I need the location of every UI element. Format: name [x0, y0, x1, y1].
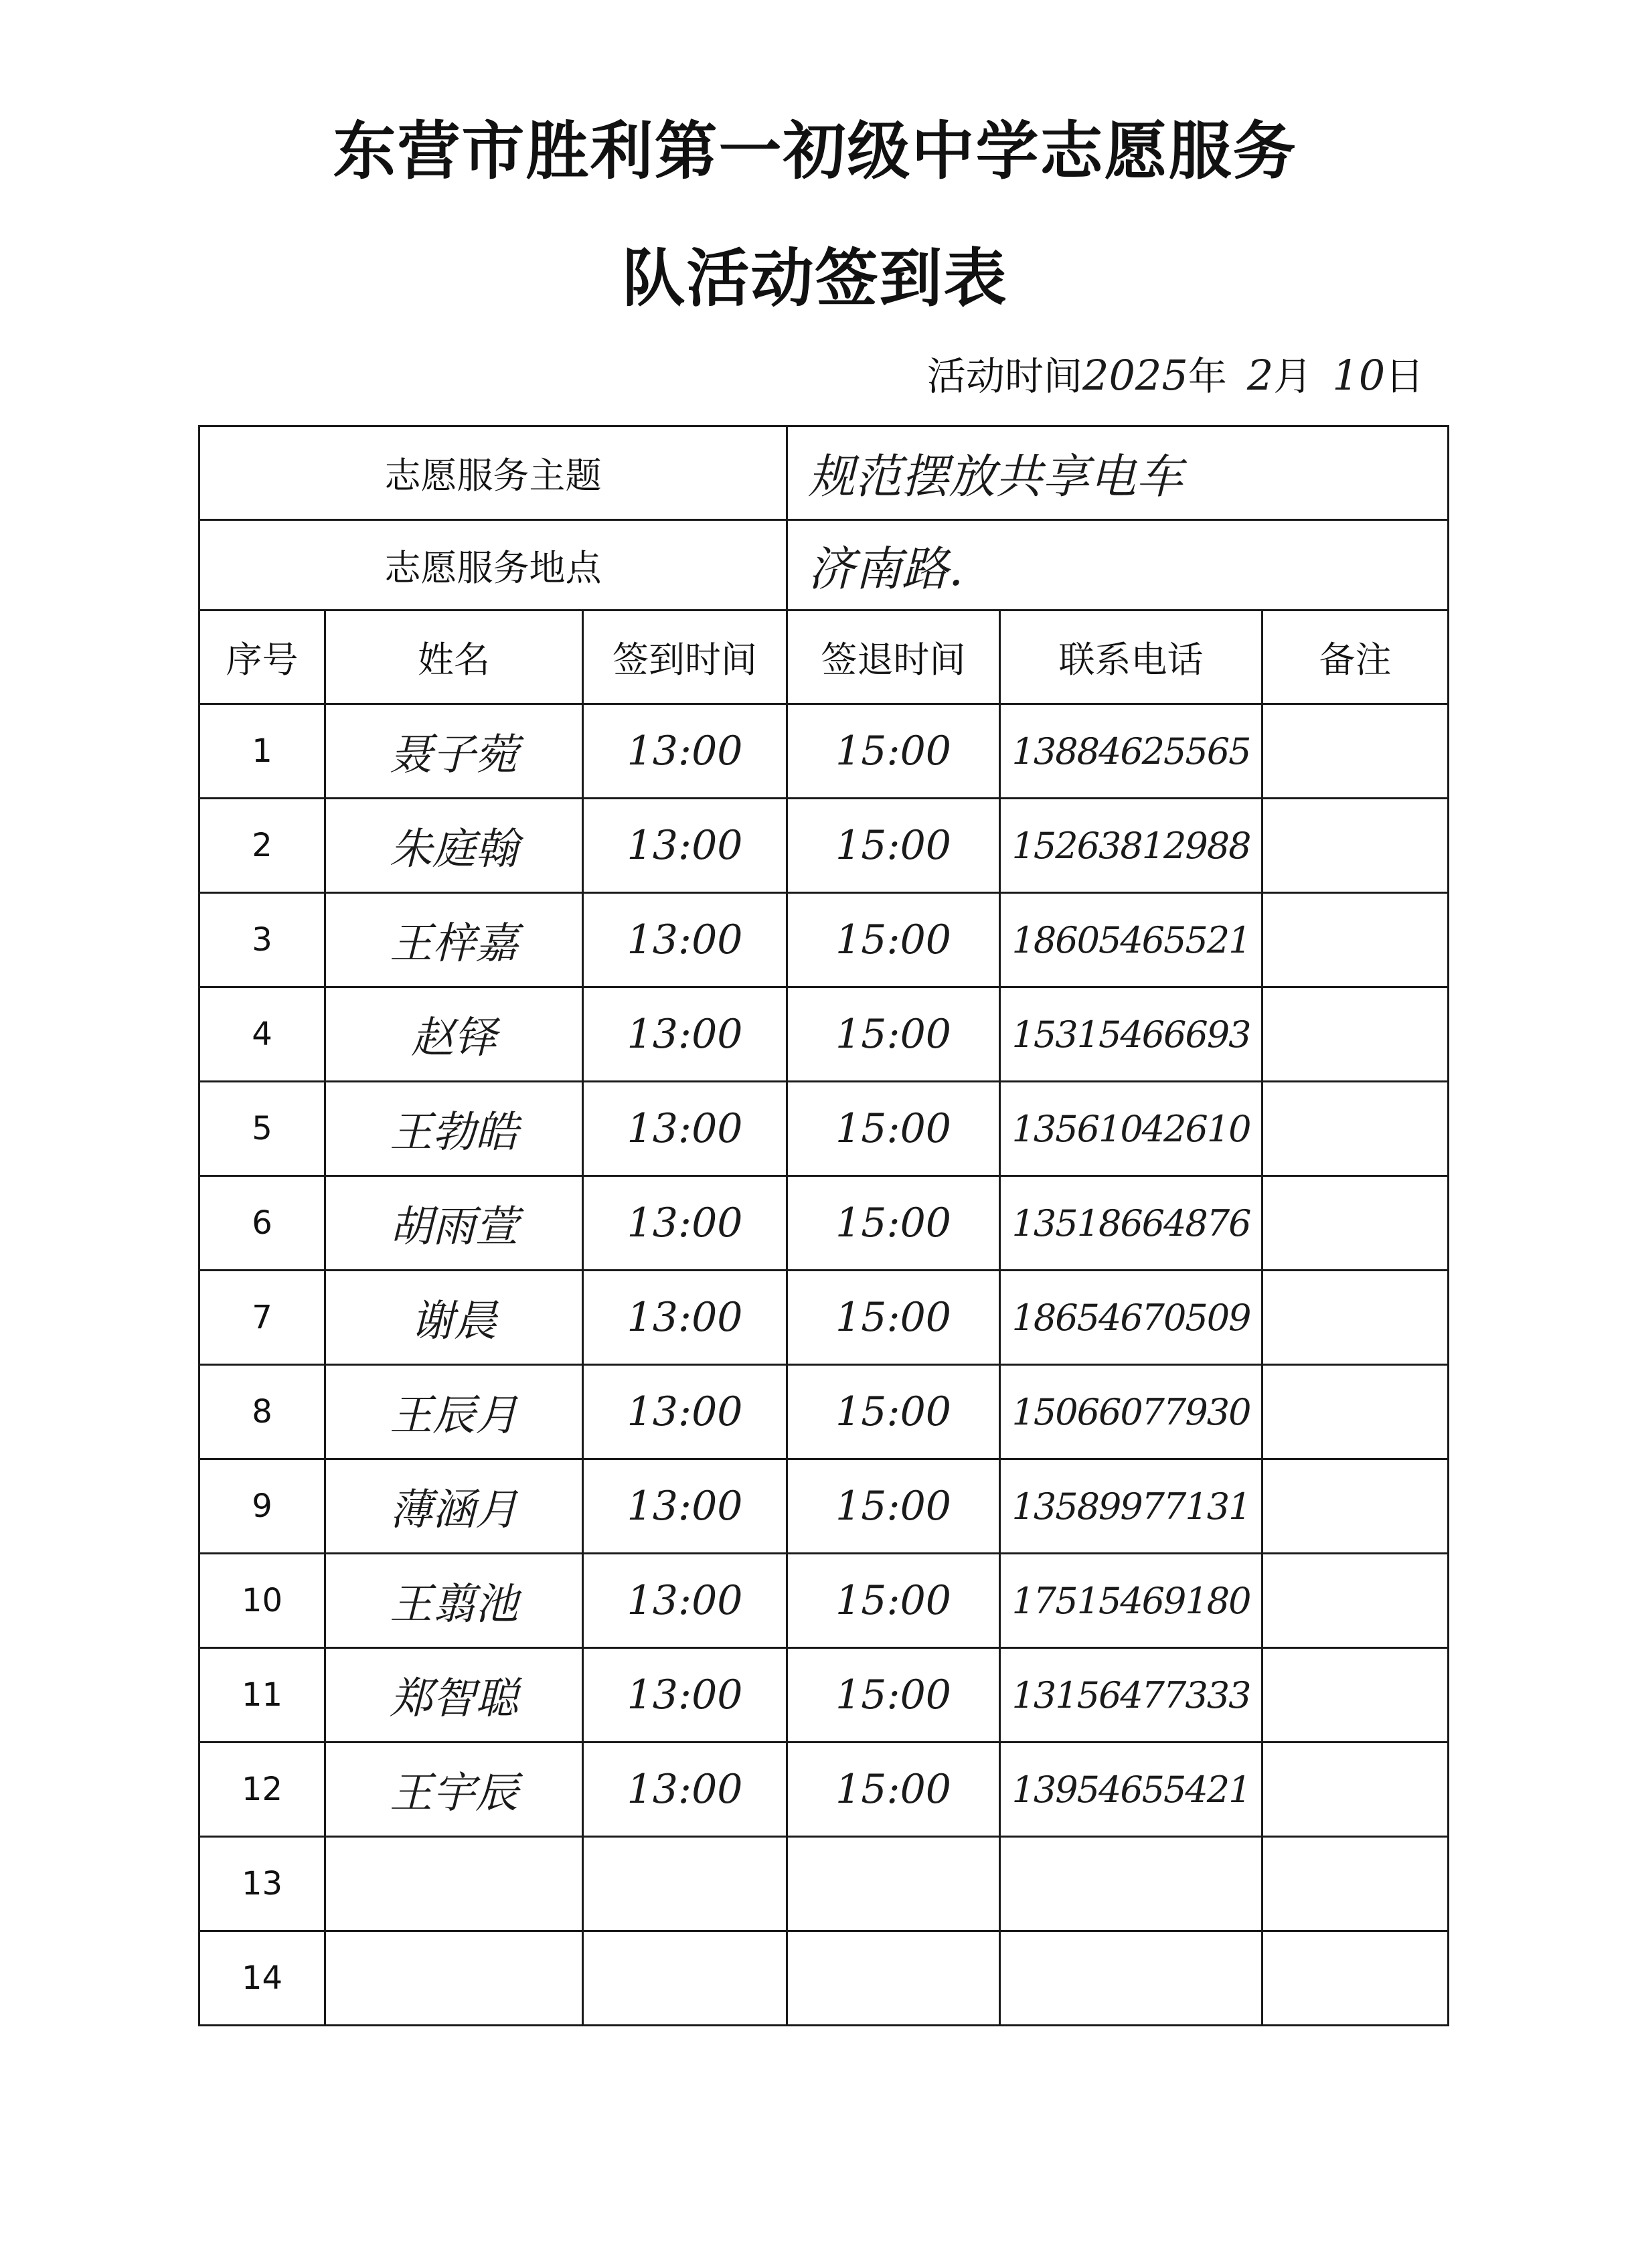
row-name: 胡雨萱 — [325, 1176, 583, 1271]
row-phone: 18654670509 — [1000, 1271, 1262, 1365]
row-phone: 15263812988 — [1000, 799, 1262, 893]
row-seq: 12 — [199, 1743, 325, 1837]
row-sign-out-time: 15:00 — [787, 1271, 1000, 1365]
theme-row — [199, 426, 1449, 520]
theme-value: 规范摆放共享电车 — [787, 426, 1449, 520]
row-phone — [1000, 1931, 1262, 2026]
activity-date-label: 活动时间 — [927, 353, 1083, 399]
table-row — [199, 1837, 1449, 1931]
row-sign-in-time: 13:00 — [583, 893, 787, 987]
row-seq: 9 — [199, 1459, 325, 1554]
row-note — [1262, 704, 1449, 799]
row-note — [1262, 1271, 1449, 1365]
header-row — [199, 611, 1449, 704]
row-phone: 18605465521 — [1000, 893, 1262, 987]
table-row — [199, 1554, 1449, 1648]
activity-date-day-unit: 日 — [1385, 353, 1424, 399]
row-phone: 13156477333 — [1000, 1648, 1262, 1743]
table-row — [199, 1648, 1449, 1743]
row-sign-in-time: 13:00 — [583, 704, 787, 799]
table-row — [199, 1082, 1449, 1176]
row-name: 聂子菀 — [325, 704, 583, 799]
row-name: 王勃皓 — [325, 1082, 583, 1176]
table-row — [199, 1176, 1449, 1271]
row-name — [325, 1931, 583, 2026]
row-sign-out-time: 15:00 — [787, 987, 1000, 1082]
table-row — [199, 704, 1449, 799]
row-sign-in-time: 13:00 — [583, 1365, 787, 1459]
row-name: 朱庭翰 — [325, 799, 583, 893]
row-seq: 2 — [199, 799, 325, 893]
row-note — [1262, 987, 1449, 1082]
activity-date-day: 10 — [1332, 351, 1386, 400]
row-name — [325, 1837, 583, 1931]
row-seq: 1 — [199, 704, 325, 799]
location-label: 志愿服务地点 — [199, 520, 787, 611]
sign-in-table — [198, 425, 1449, 2026]
row-name: 王梓嘉 — [325, 893, 583, 987]
row-phone — [1000, 1837, 1262, 1931]
row-name: 赵铎 — [325, 987, 583, 1082]
row-name: 王辰月 — [325, 1365, 583, 1459]
row-seq: 13 — [199, 1837, 325, 1931]
row-phone: 17515469180 — [1000, 1554, 1262, 1648]
row-sign-out-time: 15:00 — [787, 1365, 1000, 1459]
table-row — [199, 1931, 1449, 2026]
row-sign-out-time: 15:00 — [787, 704, 1000, 799]
row-note — [1262, 1837, 1449, 1931]
row-sign-out-time: 15:00 — [787, 1743, 1000, 1837]
row-sign-out-time: 15:00 — [787, 1176, 1000, 1271]
row-sign-out-time: 15:00 — [787, 1554, 1000, 1648]
row-sign-out-time: 15:00 — [787, 893, 1000, 987]
row-sign-out-time: 15:00 — [787, 1459, 1000, 1554]
row-phone: 13561042610 — [1000, 1082, 1262, 1176]
row-seq: 3 — [199, 893, 325, 987]
row-name: 郑智聪 — [325, 1648, 583, 1743]
table-row — [199, 1459, 1449, 1554]
row-seq: 6 — [199, 1176, 325, 1271]
row-note — [1262, 1931, 1449, 2026]
row-phone: 15315466693 — [1000, 987, 1262, 1082]
row-sign-in-time: 13:00 — [583, 1271, 787, 1365]
row-sign-in-time — [583, 1931, 787, 2026]
table-row — [199, 1365, 1449, 1459]
row-sign-in-time: 13:00 — [583, 1082, 787, 1176]
row-name: 王翦池 — [325, 1554, 583, 1648]
row-note — [1262, 1459, 1449, 1554]
row-sign-out-time: 15:00 — [787, 1648, 1000, 1743]
row-seq: 4 — [199, 987, 325, 1082]
row-phone: 13589977131 — [1000, 1459, 1262, 1554]
row-sign-out-time — [787, 1837, 1000, 1931]
location-row — [199, 520, 1449, 611]
row-sign-in-time: 13:00 — [583, 1176, 787, 1271]
row-sign-in-time: 13:00 — [583, 1554, 787, 1648]
row-sign-in-time: 13:00 — [583, 987, 787, 1082]
row-name: 谢晨 — [325, 1271, 583, 1365]
row-seq: 5 — [199, 1082, 325, 1176]
table-row — [199, 987, 1449, 1082]
row-phone: 13884625565 — [1000, 704, 1262, 799]
table-row — [199, 893, 1449, 987]
row-seq: 7 — [199, 1271, 325, 1365]
table-row — [199, 1271, 1449, 1365]
row-sign-in-time: 13:00 — [583, 799, 787, 893]
row-phone: 13954655421 — [1000, 1743, 1262, 1837]
row-phone: 15066077930 — [1000, 1365, 1262, 1459]
header-note: 备注 — [1262, 611, 1449, 704]
row-seq: 10 — [199, 1554, 325, 1648]
row-note — [1262, 1554, 1449, 1648]
row-note — [1262, 1176, 1449, 1271]
row-sign-in-time: 13:00 — [583, 1459, 787, 1554]
header-sign-out-time: 签退时间 — [787, 611, 1000, 704]
row-note — [1262, 799, 1449, 893]
row-sign-out-time: 15:00 — [787, 1082, 1000, 1176]
row-seq: 11 — [199, 1648, 325, 1743]
row-sign-out-time: 15:00 — [787, 799, 1000, 893]
row-note — [1262, 1082, 1449, 1176]
row-note — [1262, 1648, 1449, 1743]
row-sign-in-time: 13:00 — [583, 1743, 787, 1837]
activity-date-year-unit: 年 — [1188, 353, 1227, 399]
row-seq: 14 — [199, 1931, 325, 2026]
row-note — [1262, 1743, 1449, 1837]
header-sign-in-time: 签到时间 — [583, 611, 787, 704]
activity-date-month-unit: 月 — [1273, 353, 1313, 399]
row-note — [1262, 1365, 1449, 1459]
row-name: 王宇辰 — [325, 1743, 583, 1837]
row-phone: 13518664876 — [1000, 1176, 1262, 1271]
row-note — [1262, 893, 1449, 987]
document-title-line2: 队活动签到表 — [622, 242, 1008, 315]
location-value: 济南路. — [787, 520, 1449, 611]
header-seq: 序号 — [199, 611, 325, 704]
activity-date-month: 2 — [1246, 351, 1274, 400]
activity-date-year: 2025 — [1082, 351, 1188, 400]
row-seq: 8 — [199, 1365, 325, 1459]
table-row — [199, 799, 1449, 893]
row-sign-in-time — [583, 1837, 787, 1931]
row-sign-in-time: 13:00 — [583, 1648, 787, 1743]
row-sign-out-time — [787, 1931, 1000, 2026]
header-name: 姓名 — [325, 611, 583, 704]
document-title-line1: 东营市胜利第一初级中学志愿服务 — [333, 115, 1297, 188]
header-phone: 联系电话 — [1000, 611, 1262, 704]
table-row — [199, 1743, 1449, 1837]
activity-date — [927, 345, 1424, 401]
row-name: 薄涵月 — [325, 1459, 583, 1554]
theme-label: 志愿服务主题 — [199, 426, 787, 520]
